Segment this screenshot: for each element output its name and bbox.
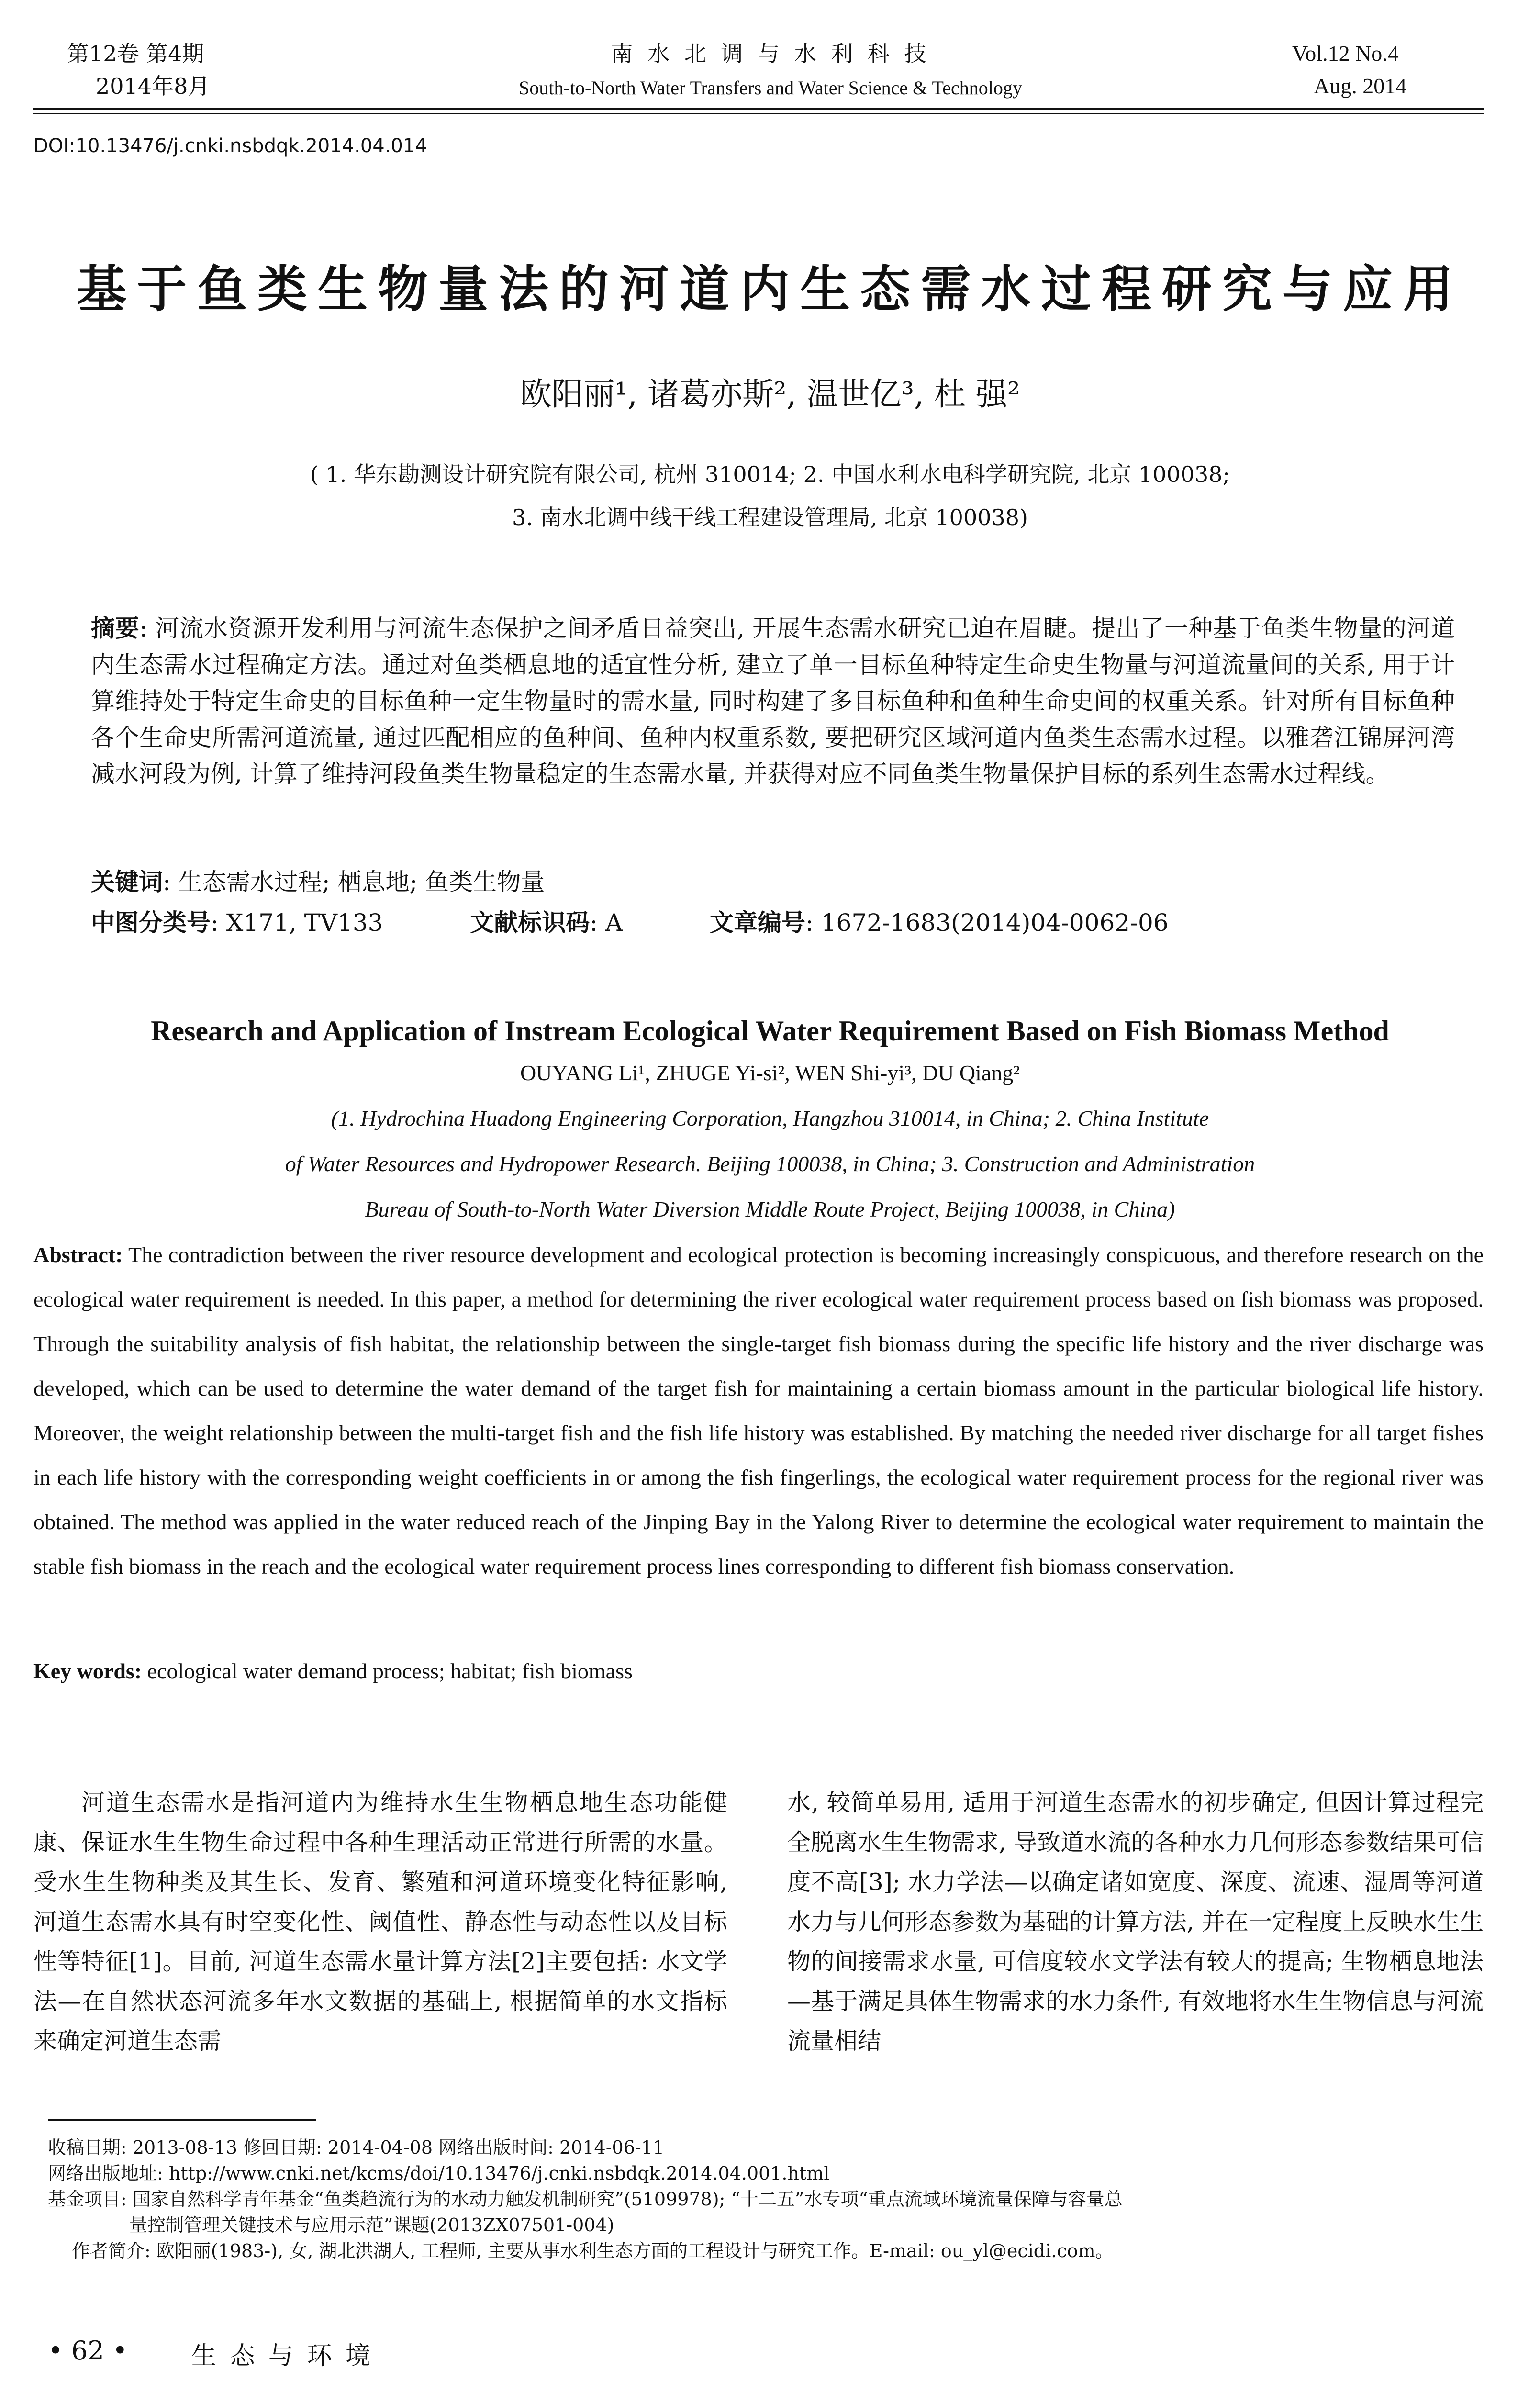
affiliation-en-line3: Bureau of South-to-North Water Diversion Middle Route Project, Beijing 100038, in China) bbox=[365, 1197, 1175, 1221]
keywords-en-label: Key words: bbox=[33, 1659, 142, 1683]
keywords-cn-label: 关键词 bbox=[91, 868, 163, 896]
footnote-online-url: 网络出版地址: http://www.cnki.net/kcms/doi/10.13476/j.cnki.nsbdqk.2014.04.001.html bbox=[48, 2163, 830, 2184]
page-number: • 62 • bbox=[48, 2336, 128, 2366]
header-volume-cn: 第12卷 第4期 bbox=[67, 41, 204, 67]
abstract-en-label: Abstract: bbox=[33, 1242, 123, 1267]
affiliation-en-line1: (1. Hydrochina Huadong Engineering Corporation, Hangzhou 310014, in China; 2. China Institute bbox=[331, 1106, 1209, 1130]
authors-en: OUYANG Li¹, ZHUGE Yi-si², WEN Shi-yi³, DU Qiang² bbox=[520, 1061, 1020, 1085]
header-volume-en: Vol.12 No.4 bbox=[1292, 41, 1399, 66]
clc-label: 中图分类号 bbox=[91, 908, 211, 937]
clc-value: X171, TV133 bbox=[226, 909, 383, 937]
paper-title-en: Research and Application of Instream Ecological Water Requirement Based on Fish Biomass Method bbox=[151, 1015, 1389, 1047]
header-date-en: Aug. 2014 bbox=[1314, 74, 1407, 98]
body-column-left: 河道生态需水是指河道内为维持水生生物栖息地生态功能健康、保证水生生物生命过程中各种生理活动正常进行所需的水量。受水生生物种类及其生长、发育、繁殖和河道环境变化特征影响, 河道生态需水具有时空变化性、阈值性、静态性与动态性以及目标性等特征[1]。目前, 河道生态需水量计算方法[2]主要包括: 水文学法—在自然状态河流多年水文数据的基础上, 根据简单的水文指标来确定河道生态需 bbox=[33, 1789, 727, 2055]
abstract-en bbox=[33, 1232, 1484, 1588]
authors-cn: 欧阳丽¹, 诸葛亦斯², 温世亿³, 杜 强² bbox=[520, 376, 1020, 413]
header-rule-thin bbox=[33, 113, 1484, 114]
footnote-dates: 收稿日期: 2013-08-13 修回日期: 2014-04-08 网络出版时间: 2014-06-11 bbox=[48, 2137, 665, 2158]
footnote-author-bio: 作者简介: 欧阳丽(1983-), 女, 湖北洪湖人, 工程师, 主要从事水利生态方面的工程设计与研究工作。E-mail: ou_yl@ecidi.com。 bbox=[72, 2240, 1114, 2261]
paper-title-cn: 基于鱼类生物量法的河道内生态需水过程研究与应用 bbox=[76, 259, 1463, 318]
header-rule bbox=[33, 108, 1484, 110]
footnote-funding-cont: 量控制管理关键技术与应用示范”课题(2013ZX07501-004) bbox=[129, 2214, 614, 2236]
doc-code-label: 文献标识码 bbox=[470, 908, 590, 937]
affiliation-cn-line2: 3. 南水北调中线干线工程建设管理局, 北京 100038) bbox=[512, 504, 1028, 530]
section-name: 生 态 与 环 境 bbox=[191, 2342, 374, 2371]
doc-code-value: A bbox=[605, 909, 623, 937]
keywords-en-text: ecological water demand process; habitat; fish biomass bbox=[147, 1659, 633, 1683]
keywords-cn-text: 生态需水过程; 栖息地; 鱼类生物量 bbox=[178, 868, 545, 896]
header-journal-cn: 南 水 北 调 与 水 利 科 技 bbox=[611, 41, 930, 67]
header-journal-en: South-to-North Water Transfers and Water Science & Technology bbox=[519, 77, 1022, 99]
abstract-cn-label: 摘要 bbox=[91, 614, 140, 642]
abstract-cn-text: 河流水资源开发利用与河流生态保护之间矛盾日益突出, 开展生态需水研究已迫在眉睫。提出了一种基于鱼类生物量的河道内生态需水过程确定方法。通过对鱼类栖息地的适宜性分析, 建立了单一目标鱼种特定生命史生物量与河道流量间的关系, 用于计算维持处于特定生命史的目标鱼种一定生物量时的需水量, 同时构建了多目标鱼种和鱼种生命史间的权重关系。针对所有目标鱼种各个生命史所需河道流量, 通过匹配相应的鱼种间、鱼种内权重系数, 要把研究区域河道内鱼类生态需水过程。以雅砻江锦屏河湾减水河段为例, 计算了维持河段鱼类生物量稳定的生态需水量, 并获得对应不同鱼类生物量保护目标的系列生态需水过程线。 bbox=[91, 615, 1455, 788]
affiliation-en-line2: of Water Resources and Hydropower Research. Beijing 100038, in China; 3. Construction and Administration bbox=[285, 1152, 1255, 1176]
abstract-en-text: The contradiction between the river resource development and ecological protection is becoming increasingly conspicuous, and therefore research on the ecological water requirement is needed. In this paper, a method for determining the river ecological water requirement process based on fish biomass was proposed. Through the suitability analysis of fish habitat, the relationship between the single-target fish biomass during the specific life history and the river discharge was developed, which can be used to determine the water demand of the target fish for maintaining a certain biomass amount in the particular biological life history. Moreover, the weight relationship between the multi-target fish and the fish life history was established. By matching the needed river discharge for all target fishes in each life history with the corresponding weight coefficients in or among the fish fingerlings, the ecological water requirement process for the regional river was obtained. The method was applied in the water reduced reach of the Jinping Bay in the Yalong River to determine the ecological water requirement to maintain the stable fish biomass in the reach and the ecological water requirement process lines corresponding to different fish biomass conservation. bbox=[33, 1242, 1484, 1578]
footnotes bbox=[48, 2135, 1484, 2264]
keywords-en bbox=[33, 1649, 633, 1693]
header-date-cn: 2014年8月 bbox=[96, 73, 210, 99]
doi: DOI:10.13476/j.cnki.nsbdqk.2014.04.014 bbox=[33, 135, 427, 157]
article-id-label: 文章编号 bbox=[709, 908, 805, 937]
classification-cn: 中图分类号: X171, TV133 文献标识码: A 文章编号: 1672-1683(2014)04-0062-06 bbox=[91, 908, 1169, 937]
abstract-cn: 摘要: 河流水资源开发利用与河流生态保护之间矛盾日益突出, 开展生态需水研究已迫在眉睫。提出了一种基于鱼类生物量的河道内生态需水过程确定方法。通过对鱼类栖息地的适宜性分析, 建立了单一目标鱼种特定生命史生物量与河道流量间的关系, 用于计算维持处于特定生命史的目标鱼种一定生物量时的需水量, 同时构建了多目标鱼种和鱼种生命史间的权重关系。针对所有目标鱼种各个生命史所需河道流量, 通过匹配相应的鱼种间、鱼种内权重系数, 要把研究区域河道内鱼类生态需水过程。以雅砻江锦屏河湾减水河段为例, 计算了维持河段鱼类生物量稳定的生态需水量, 并获得对应不同鱼类生物量保护目标的系列生态需水过程线。 bbox=[91, 614, 1455, 788]
affiliation-cn-line1: ( 1. 华东勘测设计研究院有限公司, 杭州 310014; 2. 中国水利水电科学研究院, 北京 100038; bbox=[310, 461, 1230, 487]
keywords-cn: 关键词: 生态需水过程; 栖息地; 鱼类生物量 bbox=[91, 868, 545, 896]
footnote-funding: 基金项目: 国家自然科学青年基金“鱼类趋流行为的水动力触发机制研究”(5109978); “十二五”水专项“重点流域环境流量保障与容量总 bbox=[48, 2189, 1123, 2210]
article-id-value: 1672-1683(2014)04-0062-06 bbox=[821, 909, 1169, 937]
body-column-right: 水, 较简单易用, 适用于河道生态需水的初步确定, 但因计算过程完全脱离水生生物需求, 导致道水流的各种水力几何形态参数结果可信度不高[3]; 水力学法—以确定诸如宽度、深度、流速、湿周等河道水力与几何形态参数为基础的计算方法, 并在一定程度上反映水生生物的间接需求水量, 可信度较水文学法有较大的提高; 生物栖息地法—基于满足具体生物需求的水力条件, 有效地将水生生物信息与河流流量相结 bbox=[787, 1789, 1484, 2055]
footnote-rule bbox=[48, 2119, 316, 2121]
